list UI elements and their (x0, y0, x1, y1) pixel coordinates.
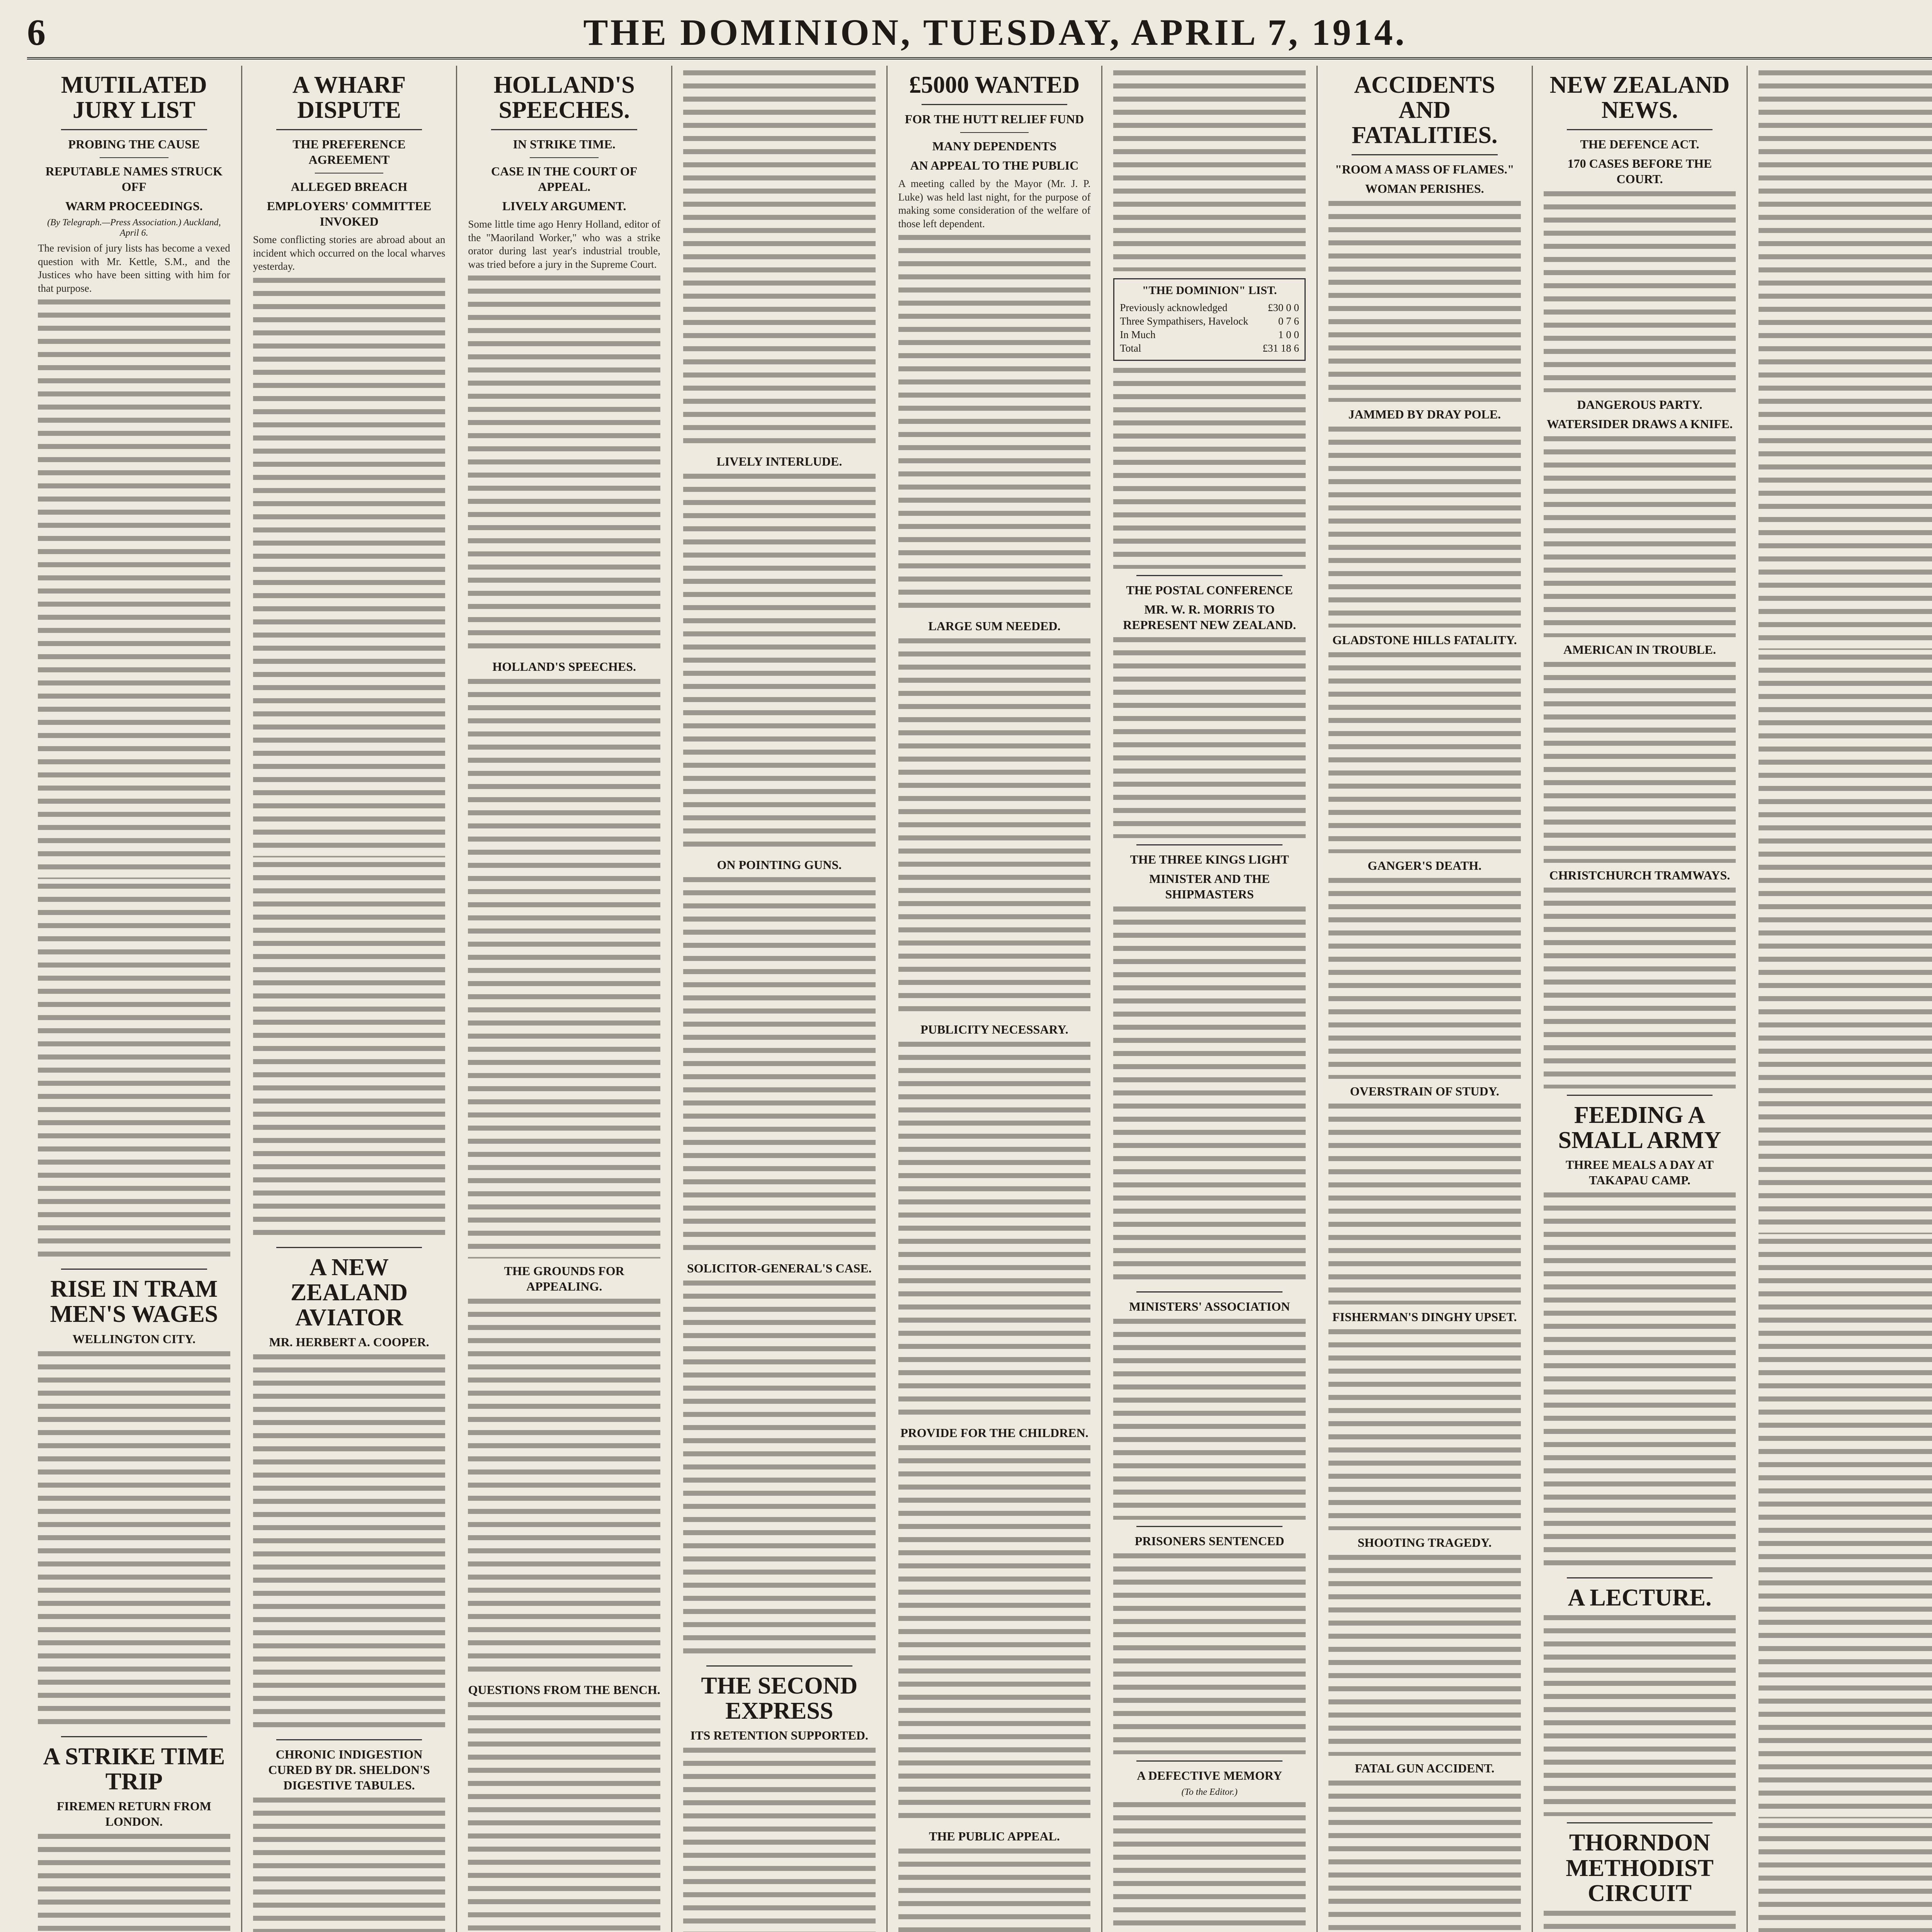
headline: RISE IN TRAM MEN'S WAGES (50, 1276, 218, 1328)
advertisement-text-block (253, 1798, 446, 1932)
article-lead: The revision of jury lists has become a vexed question with Mr. Kettle, S.M., and the Justices who have been sitting with him for that purpose. (38, 242, 230, 294)
headline: A DEFECTIVE MEMORY (1137, 1769, 1282, 1783)
section-heading: WATERSIDER DRAWS A KNIFE. (1546, 417, 1733, 431)
article-text-block (1328, 201, 1521, 402)
subheadline: LIVELY ARGUMENT. (502, 199, 626, 213)
divider (1567, 1577, 1713, 1578)
subheadline: THE PREFERENCE AGREEMENT (293, 137, 406, 167)
article-text-block (1759, 1823, 1932, 1932)
dateline: (By Telegraph.—Press Association.) Auckland, April 6. (47, 218, 221, 238)
section-heading: QUESTIONS FROM THE BENCH. (468, 1683, 660, 1697)
divider (1136, 1526, 1282, 1527)
article-text-block (1113, 637, 1306, 838)
page-number: 6 (27, 11, 46, 53)
subscription-label: Three Sympathisers, Havelock (1120, 315, 1248, 327)
section-heading: FATAL GUN ACCIDENT. (1355, 1761, 1495, 1776)
subscription-label: Total (1120, 342, 1141, 354)
article-text-block (468, 1702, 660, 1932)
subheadline: MANY DEPENDENTS (932, 139, 1057, 153)
column-2 (242, 66, 457, 1932)
article-text-block (1328, 1329, 1521, 1530)
column-7 (1318, 66, 1533, 1932)
subscription-total (1120, 342, 1299, 355)
subscription-amount: £31 18 6 (1262, 342, 1299, 354)
column-5 (888, 66, 1103, 1932)
column-1 (27, 66, 242, 1932)
article-text-block (468, 1299, 660, 1677)
article-text-block (898, 1042, 1091, 1420)
article-text-block (38, 299, 230, 879)
article-text-block (683, 1748, 876, 1932)
column-9 (1748, 66, 1932, 1932)
divider (1136, 575, 1282, 576)
article-text-block (683, 1281, 876, 1659)
headline: FEEDING A SMALL ARMY (1558, 1102, 1721, 1154)
article-text-block (1544, 1615, 1736, 1816)
headline: A LECTURE. (1568, 1585, 1712, 1611)
subheadline: REPUTABLE NAMES STRUCK OFF (45, 164, 223, 194)
section-heading: SHOOTING TRAGEDY. (1357, 1536, 1492, 1550)
divider (706, 1665, 852, 1667)
article-text-block (38, 1351, 230, 1730)
divider (61, 1269, 207, 1270)
article-text-block (253, 862, 446, 1241)
divider (960, 132, 1029, 133)
divider (530, 157, 599, 158)
headline: NEW ZEALAND NEWS. (1549, 72, 1730, 124)
divider (1567, 1822, 1713, 1823)
divider (1136, 1760, 1282, 1762)
section-heading: OVERSTRAIN OF STUDY. (1350, 1084, 1499, 1099)
column-4 (672, 66, 888, 1932)
article-text-block (38, 1834, 230, 1932)
article-text-block (468, 276, 660, 654)
headline: MUTILATED JURY LIST (61, 72, 207, 124)
divider (61, 129, 207, 130)
article-lead: A meeting called by the Mayor (Mr. J. P. Luke) was held last night, for the purpose of making some consideration of the welfare of those left dependent. (898, 178, 1091, 230)
article-text-block (1759, 655, 1932, 1234)
section-heading: ON POINTING GUNS. (717, 858, 842, 872)
section-heading: GLADSTONE HILLS FATALITY. (1332, 633, 1517, 647)
article-text-block (1328, 1104, 1521, 1304)
divider (922, 104, 1068, 105)
subheadline: THREE MEALS A DAY AT TAKAPAU CAMP. (1566, 1158, 1714, 1187)
divider (491, 129, 637, 130)
headline: THORNDON METHODIST CIRCUIT (1566, 1830, 1714, 1906)
subheadline: WELLINGTON CITY. (72, 1332, 196, 1346)
subheadline: "ROOM A MASS OF FLAMES." (1335, 162, 1514, 177)
article-text-block (1113, 368, 1306, 569)
subheadline: ALLEGED BREACH (291, 180, 408, 194)
subheadline: CASE IN THE COURT OF APPEAL. (491, 164, 638, 194)
subheadline: FIREMEN RETURN FROM LONDON. (56, 1799, 211, 1828)
article-text-block (1544, 888, 1736, 1088)
subheadline: WOMAN PERISHES. (1365, 182, 1484, 196)
section-heading: LIVELY INTERLUDE. (716, 454, 842, 468)
subscription-amount: 1 0 0 (1278, 329, 1299, 341)
article-text-block (1113, 906, 1306, 1285)
article-text-block (1328, 1781, 1521, 1932)
section-heading: HOLLAND'S SPEECHES. (492, 660, 636, 674)
headline: A STRIKE TIME TRIP (43, 1743, 225, 1795)
subheadline: MR. W. R. MORRIS TO REPRESENT NEW ZEALAND. (1123, 602, 1296, 632)
subscription-amount: £30 0 0 (1268, 302, 1299, 313)
subheadline: WARM PROCEEDINGS. (65, 199, 203, 213)
article-text-block (1328, 652, 1521, 853)
subscription-list-title: "THE DOMINION" LIST. (1142, 284, 1277, 297)
article-text-block (683, 70, 876, 449)
headline: A WHARF DISPUTE (292, 72, 406, 124)
subheadline: ITS RETENTION SUPPORTED. (690, 1728, 868, 1743)
article-text-block (253, 278, 446, 857)
article-lead: Some little time ago Henry Holland, editor of the "Maoriland Worker," who was a strike orator during last year's industrial trouble, was tried before a jury in the Supreme Court. (468, 218, 660, 270)
article-text-block (683, 877, 876, 1256)
subscription-amount: 0 7 6 (1278, 315, 1299, 327)
subscription-line (1120, 301, 1299, 315)
subheadline: FOR THE HUTT RELIEF FUND (905, 112, 1084, 126)
columns (27, 66, 1932, 1932)
article-text-block (1328, 427, 1521, 628)
article-text-block (1759, 1239, 1932, 1818)
section-heading: JAMMED BY DRAY POLE. (1348, 407, 1501, 422)
advertisement-heading: CHRONIC INDIGESTION CURED BY DR. SHELDON'S DIGESTIVE TABULES. (268, 1747, 430, 1793)
divider (1136, 844, 1282, 845)
headline: PRISONERS SENTENCED (1134, 1534, 1284, 1548)
divider (100, 157, 168, 158)
divider (276, 129, 422, 130)
article-text-block (468, 679, 660, 1259)
headline: A NEW ZEALAND AVIATOR (290, 1254, 408, 1331)
subheadline: MINISTER AND THE SHIPMASTERS (1149, 872, 1270, 901)
article-lead: Some conflicting stories are abroad about an incident which occurred on the local wharves yesterday. (253, 234, 446, 272)
subheadline: PROBING THE CAUSE (68, 137, 200, 151)
section-heading: SOLICITOR-GENERAL'S CASE. (687, 1261, 872, 1275)
article-text-block (898, 1445, 1091, 1824)
subheadline: 170 CASES BEFORE THE COURT. (1567, 156, 1712, 186)
section-heading: DANGEROUS PARTY. (1577, 398, 1702, 412)
section-heading: THE GROUNDS FOR APPEALING. (504, 1264, 624, 1294)
article-text-block (1328, 878, 1521, 1079)
article-text-block (683, 474, 876, 852)
article-text-block (1544, 1911, 1736, 1932)
headline: MINISTERS' ASSOCIATION (1129, 1299, 1290, 1314)
subheadline: AN APPEAL TO THE PUBLIC (910, 158, 1079, 173)
article-text-block (898, 235, 1091, 614)
divider (1567, 129, 1713, 130)
divider (276, 1247, 422, 1248)
article-text-block (1113, 70, 1306, 271)
subheadline: THE DEFENCE ACT. (1580, 137, 1699, 151)
headline: ACCIDENTS AND FATALITIES. (1352, 72, 1498, 149)
subscription-label: Previously acknowledged (1120, 302, 1228, 313)
subheadline: IN STRIKE TIME. (513, 137, 616, 151)
article-text-block (38, 884, 230, 1262)
section-heading: THE PUBLIC APPEAL. (929, 1829, 1060, 1844)
letter-text-block (1113, 1802, 1306, 1932)
article-text-block (1113, 1319, 1306, 1520)
headline: HOLLAND'S SPEECHES. (493, 72, 635, 124)
divider (276, 1739, 422, 1740)
subscription-label: In Much (1120, 329, 1156, 341)
divider (1567, 1095, 1713, 1096)
headline: £5000 WANTED (909, 72, 1080, 98)
section-heading: AMERICAN IN TROUBLE. (1563, 643, 1716, 657)
subheadline: MR. HERBERT A. COOPER. (269, 1335, 429, 1349)
column-6 (1102, 66, 1318, 1932)
section-heading: FISHERMAN'S DINGHY UPSET. (1332, 1310, 1517, 1324)
article-text-block (1328, 1555, 1521, 1756)
section-heading: PROVIDE FOR THE CHILDREN. (900, 1426, 1088, 1440)
section-heading: CHRISTCHURCH TRAMWAYS. (1549, 868, 1730, 883)
article-text-block (1544, 191, 1736, 392)
section-heading: GANGER'S DEATH. (1367, 859, 1482, 873)
article-text-block (1544, 436, 1736, 637)
article-text-block (898, 1849, 1091, 1932)
article-text-block (1544, 1192, 1736, 1571)
column-8 (1533, 66, 1748, 1932)
article-text-block (898, 638, 1091, 1017)
section-heading: LARGE SUM NEEDED. (928, 619, 1061, 633)
headline: THE SECOND EXPRESS (701, 1673, 858, 1725)
letter-heading: (To the Editor.) (1181, 1787, 1238, 1798)
subscription-list (1113, 278, 1306, 361)
divider (61, 1736, 207, 1737)
divider (1352, 154, 1498, 155)
newspaper-title: THE DOMINION, TUESDAY, APRIL 7, 1914. (583, 11, 1407, 53)
subscription-line (1120, 328, 1299, 342)
article-text-block (253, 1354, 446, 1733)
headline: THE THREE KINGS LIGHT (1130, 852, 1289, 867)
divider (1136, 1291, 1282, 1293)
subscription-line (1120, 315, 1299, 328)
article-text-block (1113, 1553, 1306, 1754)
section-heading: PUBLICITY NECESSARY. (920, 1022, 1068, 1037)
column-3 (457, 66, 672, 1932)
article-text-block (1544, 662, 1736, 863)
masthead (27, 7, 1932, 60)
headline: THE POSTAL CONFERENCE (1126, 583, 1293, 597)
subheadline: EMPLOYERS' COMMITTEE INVOKED (267, 199, 432, 229)
article-text-block (1759, 70, 1932, 650)
